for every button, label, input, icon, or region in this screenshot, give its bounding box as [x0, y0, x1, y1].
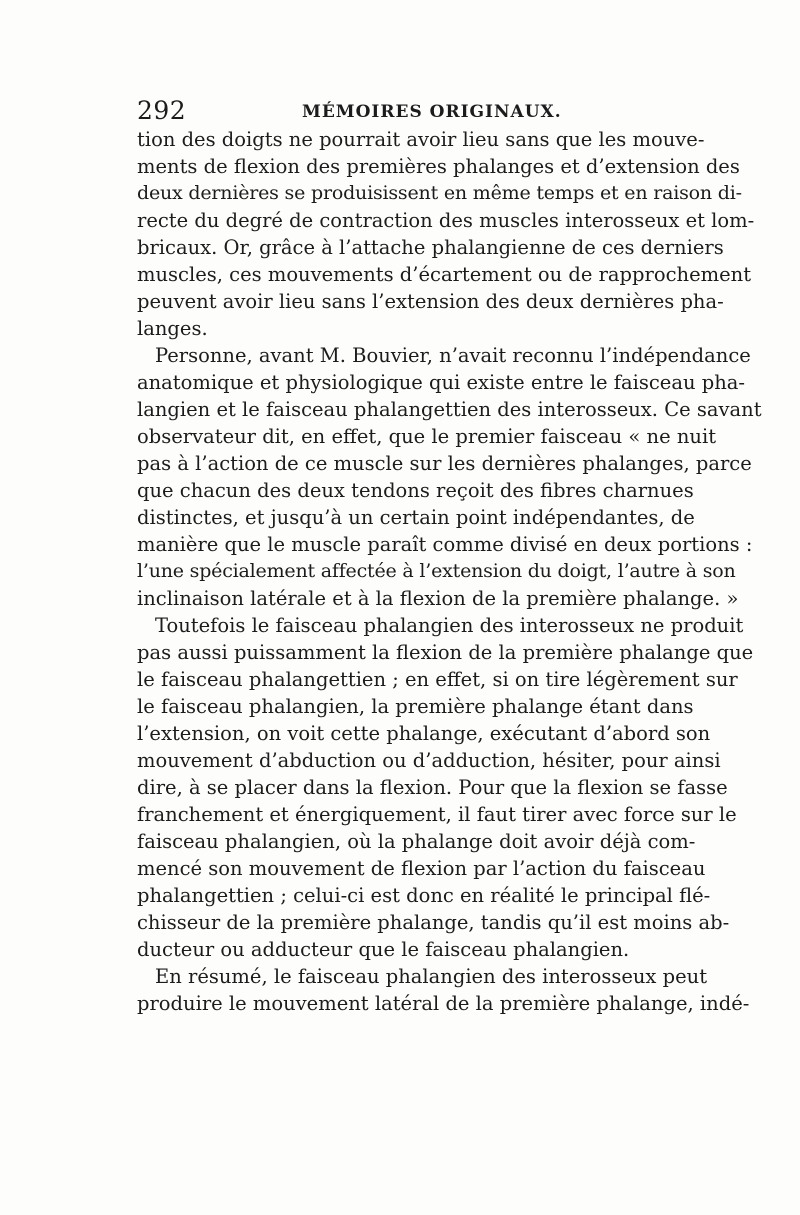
text-line: l’une spécialement affectée à l’extension du doigt, l’autre à son — [137, 560, 736, 582]
text-line: Toutefois le faisceau phalangien des interosseux ne produit — [155, 614, 744, 637]
text-line: produire le mouvement latéral de la première phalange, indé- — [137, 992, 750, 1015]
text-line: anatomique et physiologique qui existe entre le faisceau pha- — [137, 371, 745, 394]
text-line: recte du degré de contraction des muscles interosseux et lom- — [137, 209, 755, 232]
text-line: ducteur ou adducteur que le faisceau phalangien. — [137, 938, 630, 961]
text-line: observateur dit, en effet, que le premier faisceau « ne nuit — [137, 425, 717, 448]
text-line: dire, à se placer dans la flexion. Pour que la flexion se fasse — [137, 776, 728, 799]
text-line: chisseur de la première phalange, tandis qu’il est moins ab- — [137, 911, 730, 934]
running-head: MÉMOIRES ORIGINAUX. — [302, 102, 562, 122]
text-line: muscles, ces mouvements d’écartement ou de rapprochement — [137, 263, 752, 286]
page-number: 292 — [137, 96, 187, 125]
text-line: l’extension, on voit cette phalange, exécutant d’abord son — [137, 722, 711, 745]
text-line: manière que le muscle paraît comme divisé en deux portions : — [137, 533, 753, 556]
text-line: phalangettien ; celui-ci est donc en réalité le principal flé- — [137, 884, 711, 907]
text-line: langes. — [137, 317, 208, 340]
text-line: franchement et énergiquement, il faut tirer avec force sur le — [137, 803, 737, 826]
text-line: langien et le faisceau phalangettien des interosseux. Ce savant — [137, 398, 762, 421]
text-line: mencé son mouvement de flexion par l’action du faisceau — [137, 857, 706, 880]
text-line: pas à l’action de ce muscle sur les dernières phalanges, parce — [137, 452, 752, 475]
text-line: peuvent avoir lieu sans l’extension des deux dernières pha- — [137, 290, 724, 313]
body-text — [137, 126, 762, 1017]
text-line: Personne, avant M. Bouvier, n’avait reconnu l’indépendance — [155, 344, 751, 367]
text-line: inclinaison latérale et à la flexion de la première phalange. » — [137, 587, 739, 610]
text-line: tion des doigts ne pourrait avoir lieu sans que les mouve- — [137, 128, 705, 151]
text-line: le faisceau phalangettien ; en effet, si on tire légèrement sur — [137, 668, 738, 691]
text-line: le faisceau phalangien, la première phalange étant dans — [137, 695, 694, 718]
text-line: deux dernières se produisissent en même temps et en raison di- — [137, 182, 742, 204]
page-header — [137, 96, 672, 126]
text-line: bricaux. Or, grâce à l’attache phalangienne de ces derniers — [137, 236, 724, 259]
text-line: pas aussi puissamment la flexion de la première phalange que — [137, 641, 754, 664]
text-line: que chacun des deux tendons reçoit des fibres charnues — [137, 479, 694, 502]
text-line: faisceau phalangien, où la phalange doit avoir déjà com- — [137, 830, 696, 853]
text-line: distinctes, et jusqu’à un certain point indépendantes, de — [137, 506, 695, 529]
text-line: mouvement d’abduction ou d’adduction, hésiter, pour ainsi — [137, 749, 721, 772]
text-line: En résumé, le faisceau phalangien des interosseux peut — [155, 965, 708, 988]
text-line: ments de flexion des premières phalanges et d’extension des — [137, 155, 740, 178]
